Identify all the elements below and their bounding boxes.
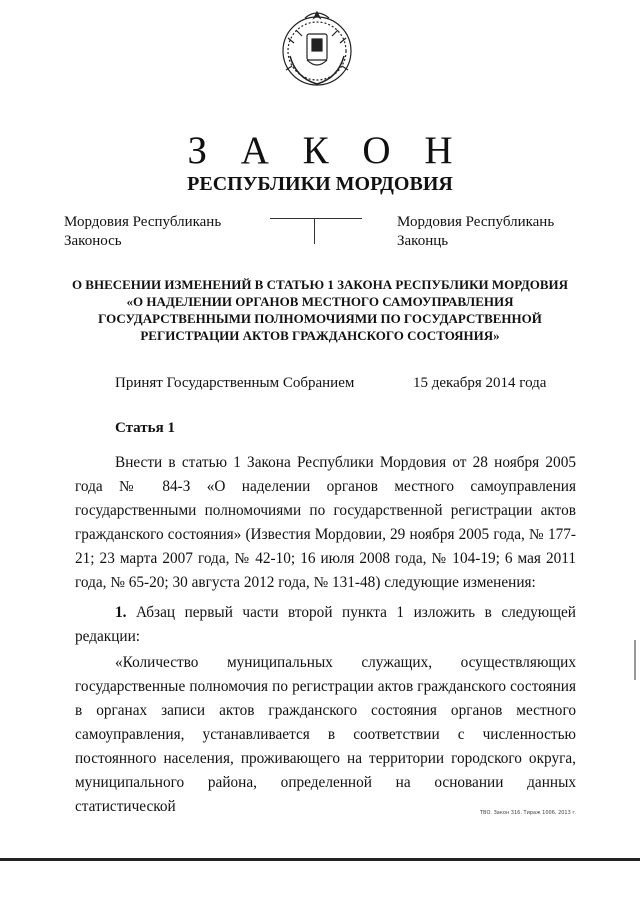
- header-divider-line: [270, 218, 362, 219]
- article-heading: Статья 1: [115, 420, 175, 436]
- header-right-line1: Мордовия Республикань: [397, 214, 555, 230]
- coat-of-arms-emblem: [276, 8, 358, 90]
- header-left-line1: Мордовия Республикань: [64, 214, 222, 230]
- item-number: 1.: [115, 604, 127, 621]
- item-text: Абзац первый части второй пункта 1 изложить в следующей редакции:: [75, 604, 576, 645]
- header-left-block: [64, 213, 221, 251]
- article-item-1: [75, 601, 576, 649]
- header-right-line2: Законць: [397, 233, 449, 249]
- adopted-date: 15 декабря 2014 года: [413, 375, 547, 391]
- header-divider-tick: [314, 218, 315, 244]
- page-bottom-rule: [0, 858, 640, 861]
- scan-edge-mark: [634, 640, 636, 680]
- document-title: З А К О Н: [187, 129, 465, 172]
- header-right-block: [397, 213, 554, 251]
- document-subtitle: РЕСПУБЛИКИ МОРДОВИЯ: [187, 173, 453, 195]
- footer-print-note: ТВО. Закон 316. Тираж 1006. 2013 г.: [480, 810, 577, 816]
- article-paragraph-1: Внести в статью 1 Закона Республики Мордовия от 28 ноября 2005 года № 84-З «О наделении органов местного самоуправления государственными полномочиями по государственной регистрации актов гражданского состояния» (Известия Мордовии, 29 ноября 2005 года, № 177-21; 23 марта 2007 года, № 42-10; 16 июля 2008 года, № 104-19; 6 мая 2011 года, № 65-20; 30 августа 2012 года, № 131-48) следующие изменения:: [75, 454, 576, 591]
- coat-of-arms-icon: [276, 8, 358, 90]
- adopted-label: Принят Государственным Собранием: [115, 375, 355, 391]
- article-quote: «Количество муниципальных служащих, осуществляющих государственные полномочия по регистрации актов гражданского состояния в органах записи актов гражданского состояния органов местного самоуправления, устанавливается в соответствии с численностью постоянного населения, проживающего на территории городского округа, муниципального района, определенной на основании данных статистической: [75, 654, 576, 815]
- law-title: О ВНЕСЕНИИ ИЗМЕНЕНИЙ В СТАТЬЮ 1 ЗАКОНА РЕСПУБЛИКИ МОРДОВИЯ «О НАДЕЛЕНИИ ОРГАНОВ МЕСТНОГО САМОУПРАВЛЕНИЯ ГОСУДАРСТВЕННЫМИ ПОЛНОМОЧИЯМИ ПО ГОСУДАРСТВЕННОЙ РЕГИСТРАЦИИ АКТОВ ГРАЖДАНСКОГО СОСТОЯНИЯ»: [71, 277, 569, 343]
- header-left-line2: Законось: [64, 233, 122, 249]
